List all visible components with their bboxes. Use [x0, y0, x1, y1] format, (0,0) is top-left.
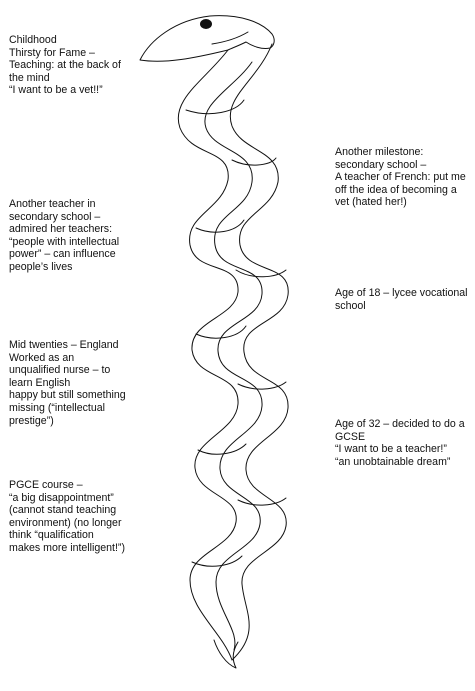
snake-body-left-edge — [178, 50, 238, 660]
snake-tail — [214, 640, 238, 668]
snake-body-right-edge — [230, 44, 288, 660]
snake-band-5 — [196, 326, 246, 338]
snake-band-4 — [236, 270, 286, 277]
snake-band-1 — [186, 100, 244, 114]
annotation-another-teacher: Another teacher in secondary school – admired her teachers: “people with intellectual power” – can influence people’s lives — [9, 198, 120, 273]
annotation-milestone-secondary: Another milestone: secondary school – A teacher of French: put me off the idea of becoming a vet (hated her!) — [335, 146, 466, 209]
snake-mouth — [212, 32, 248, 44]
annotation-pgce: PGCE course – “a big disappointment” (cannot stand teaching environment) (no longer think “qualification makes more intelligent!”) — [9, 479, 125, 554]
snake-band-7 — [198, 444, 246, 454]
annotation-age-18: Age of 18 – lycee vocational school — [335, 287, 468, 312]
snake-band-6 — [238, 382, 286, 389]
annotation-childhood: Childhood Thirsty for Fame – Teaching: at the back of the mind “I want to be a vet!!” — [9, 34, 121, 97]
snake-band-3 — [196, 220, 244, 232]
snake-eye — [200, 19, 212, 29]
snake-band-9 — [192, 556, 242, 566]
annotation-mid-twenties: Mid twenties – England Worked as an unqualified nurse – to learn English happy but still something missing (“intellectual prestige”) — [9, 339, 126, 427]
annotation-age-32: Age of 32 – decided to do a GCSE “I want to be a teacher!” “an unobtainable dream” — [335, 418, 465, 468]
